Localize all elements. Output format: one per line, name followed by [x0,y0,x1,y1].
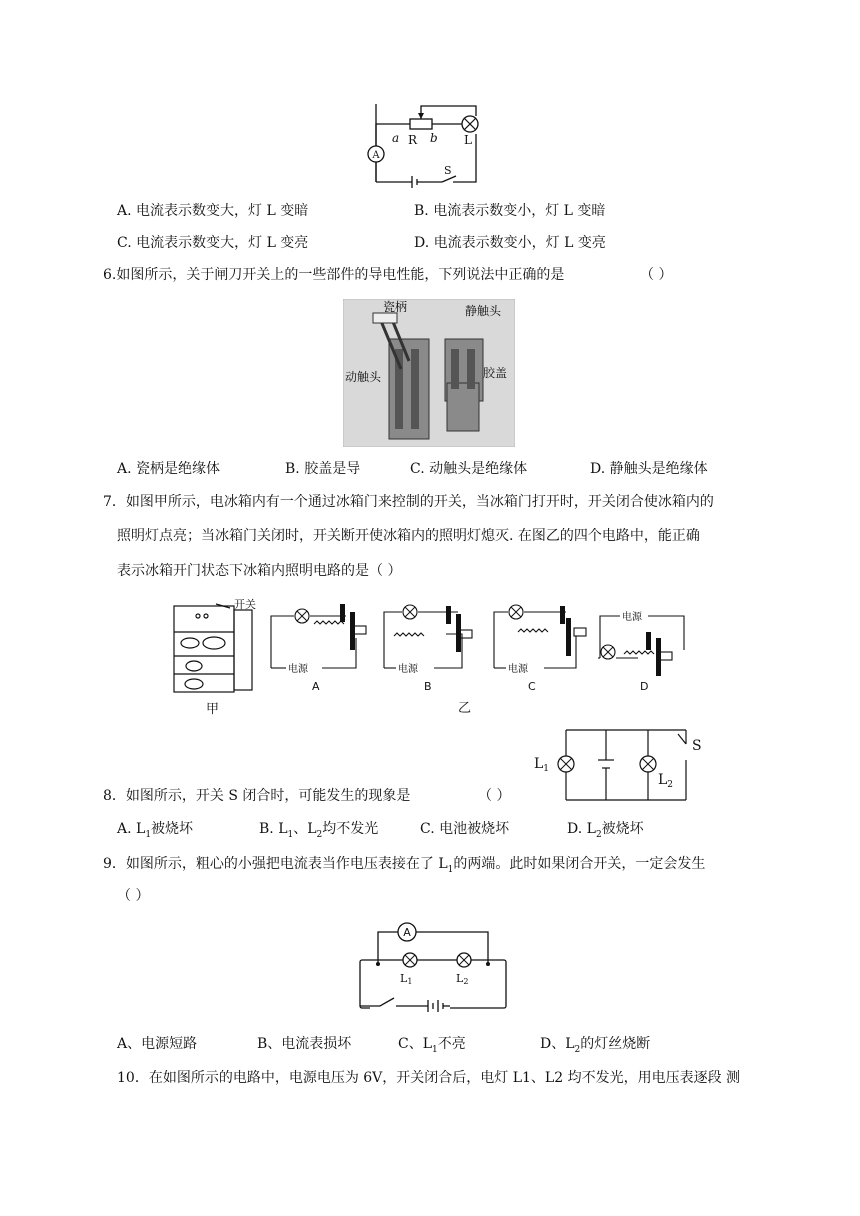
label-L1: L1 [400,972,413,986]
q9-option-B: B、电流表损坏 [257,1036,352,1052]
label-moving-contact: 动触头 [345,370,382,384]
lamp-L1-symbol [558,756,574,772]
q6-option-B: B. 胶盖是导 [285,461,361,477]
q6-answer-paren: （ ） [640,267,673,283]
q9-option-C: C、$L_1$不亮 [398,1036,466,1055]
q9-option-A: A、电源短路 [117,1036,198,1052]
label-yi: 乙 [458,701,472,716]
label-L2: $L_2$ [658,772,674,790]
q5-option-A: A. 电流表示数变大，灯 L 变暗 [117,203,309,219]
q8-option-B: B. $L_1$、$L_2$均不发光 [259,821,379,840]
lamp-L1-symbol [403,953,417,967]
q9-option-D: D、$L_2$的灯丝烧断 [540,1036,651,1055]
ammeter-symbol [398,923,416,941]
q8-option-D: D. $L_2$被烧坏 [567,821,644,840]
label-A: A [312,680,320,693]
label-S: S [444,164,452,177]
q5-option-C: C. 电流表示数变大，灯 L 变亮 [117,235,309,251]
label-R: R [408,133,418,147]
svg-text:A: A [372,150,380,161]
q6-stem: 6.如图所示，关于闸刀开关上的一些部件的导电性能，下列说法中正确的是 [103,267,565,283]
label-L2: L2 [456,972,469,986]
ammeter-symbol [368,146,384,162]
lamp-L2-symbol [640,756,656,772]
q7-figures [168,596,693,720]
q5-circuit-figure [360,104,500,188]
q8-option-A: A. $L_1$被烧坏 [117,821,194,840]
label-handle: 瓷柄 [383,300,408,314]
label-cover: 胶盖 [483,366,508,380]
label-L1: $L_1$ [534,756,550,774]
q9-stem: 9．如图所示，粗心的小强把电流表当作电压表接在了 $L_1$的两端。此时如果闭合开关，一定会发生 [103,856,706,875]
circuit-B [384,605,472,693]
circuit-A [271,604,366,693]
q5-option-B: B. 电流表示数变小，灯 L 变暗 [414,203,606,219]
lamp-L2-symbol [457,953,471,967]
svg-text:电源: 电源 [288,664,308,675]
svg-text:电源: 电源 [508,664,528,675]
q8-option-C: C. 电池被烧坏 [420,821,510,837]
q8-circuit-figure [530,724,720,806]
lamp-symbol [462,116,478,132]
q9-answer-paren: （ ） [117,888,150,904]
q8-stem: 8．如图所示，开关 S 闭合时，可能发生的现象是 [103,788,411,804]
q8-answer-paren: （ ） [478,788,511,804]
label-b: b [430,131,438,145]
q9-circuit-figure [350,918,520,1016]
label-switch: 开关 [234,598,256,611]
label-static-contact: 静触头 [465,304,502,318]
q10-stem: 10．在如图所示的电路中，电源电压为 6V，开关闭合后，电灯 L1、L2 均不发光，用电压表逐段 测 [117,1070,741,1086]
q7-stem-line2: 照明灯点亮；当冰箱门关闭时，开关断开使冰箱内的照明灯熄灭. 在图乙的四个电路中，能正确 [117,528,700,544]
label-S: S [692,738,702,754]
label-L: L [464,133,472,147]
q6-option-D: D. 静触头是绝缘体 [590,461,708,477]
label-B: B [424,680,432,693]
q6-option-C: C. 动触头是绝缘体 [410,461,528,477]
label-D: D [640,680,649,693]
q5-option-D: D. 电流表示数变小，灯 L 变亮 [414,235,606,251]
circuit-D [598,610,684,693]
label-a: a [392,131,400,145]
q7-stem-line3: 表示冰箱开门状态下冰箱内照明电路的是（ ） [117,563,402,579]
svg-text:电源: 电源 [398,664,418,675]
svg-text:A: A [403,926,411,939]
knife-switch-photo [343,299,515,447]
label-C: C [528,680,536,693]
svg-text:电源: 电源 [622,612,642,623]
q7-stem-line1: 7．如图甲所示，电冰箱内有一个通过冰箱门来控制的开关，当冰箱门打开时，开关闭合使冰箱内的 [103,494,714,510]
label-jia: 甲 [206,702,220,717]
fridge-drawing [174,604,252,692]
q6-option-A: A. 瓷柄是绝缘体 [117,461,221,477]
circuit-C [494,605,586,693]
